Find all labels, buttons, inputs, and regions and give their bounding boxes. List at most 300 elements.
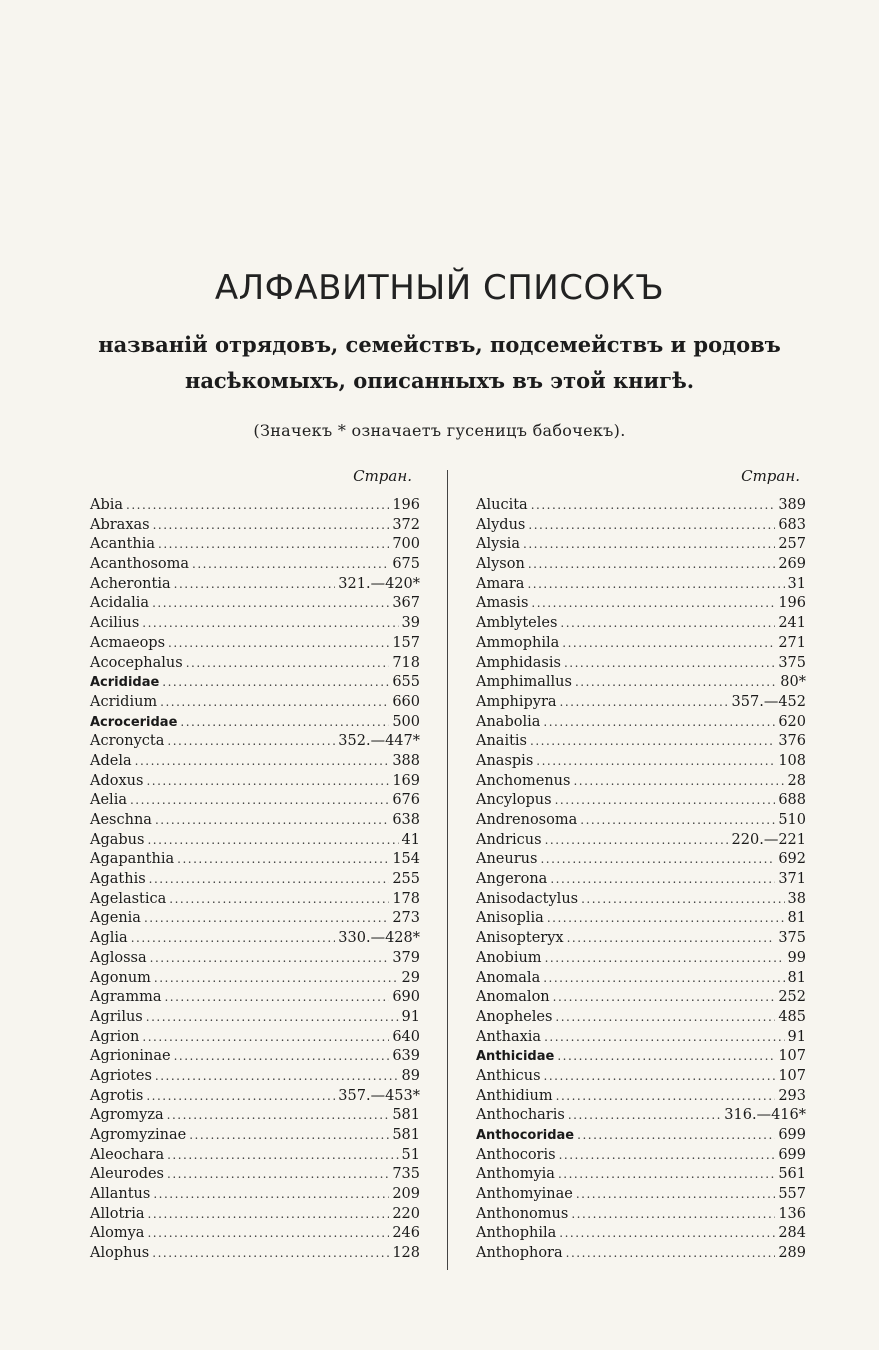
- dot-leader: [562, 634, 775, 654]
- entry-page: 81: [787, 969, 806, 986]
- entry-name: Anaspis: [476, 752, 534, 769]
- index-entry: [90, 496, 420, 516]
- index-entry: [90, 870, 420, 890]
- entry-page: 196: [778, 595, 806, 612]
- entry-name: Alomya: [90, 1225, 145, 1242]
- dot-leader: [528, 555, 776, 575]
- index-entry: [90, 1224, 420, 1244]
- entry-page: 692: [778, 851, 806, 868]
- index-entry: [476, 772, 806, 792]
- entry-name: Ancylopus: [476, 792, 552, 809]
- entry-page: 289: [778, 1245, 806, 1262]
- entry-name: Alophus: [90, 1245, 150, 1262]
- entry-page: 375: [778, 930, 806, 947]
- entry-page: 178: [392, 890, 420, 907]
- entry-name: Aneurus: [476, 851, 538, 868]
- entry-page: 257: [778, 536, 806, 553]
- dot-leader: [571, 1205, 775, 1225]
- entry-name: Anthocharis: [476, 1107, 565, 1124]
- entry-page: 690: [392, 989, 420, 1006]
- dot-leader: [545, 831, 729, 851]
- entry-name: Andricus: [476, 831, 542, 848]
- entry-page: 28: [787, 772, 806, 789]
- dot-leader: [543, 713, 775, 733]
- index-entry: [476, 752, 806, 772]
- index-column-left: [90, 464, 420, 1264]
- index-entry: [476, 575, 806, 595]
- index-entry: [476, 949, 806, 969]
- entry-page: 688: [778, 792, 806, 809]
- dot-leader: [536, 752, 775, 772]
- entry-page: 676: [392, 792, 420, 809]
- entry-name: Anthicus: [476, 1067, 541, 1084]
- entry-page: 561: [778, 1166, 806, 1183]
- entry-page: 388: [392, 752, 420, 769]
- entry-name: Andrenosoma: [476, 812, 578, 828]
- entry-name: Acidalia: [90, 595, 150, 612]
- dot-leader: [559, 1146, 776, 1166]
- index-entry: [90, 516, 420, 536]
- entry-page: 91: [787, 1028, 806, 1045]
- index-entry: [476, 1165, 806, 1185]
- index-entry: [476, 654, 806, 674]
- entry-page: 321.—420*: [338, 575, 420, 592]
- index-entry: [476, 870, 806, 890]
- index-entry: [90, 1126, 420, 1146]
- entry-name: Anthocoridae: [476, 1128, 575, 1143]
- entry-name: Ammophila: [476, 634, 560, 651]
- entry-name: Agrilus: [90, 1008, 143, 1025]
- index-entry: [476, 1106, 806, 1126]
- entry-page: 269: [778, 556, 806, 573]
- index-entry: [90, 555, 420, 575]
- column-divider: [447, 470, 448, 1270]
- entry-name: Acronycta: [90, 733, 165, 750]
- dot-leader: [568, 1106, 721, 1126]
- entry-page: 660: [392, 693, 420, 710]
- dot-leader: [160, 693, 389, 713]
- entry-name: Aglia: [90, 930, 128, 947]
- entry-page: 41: [401, 831, 420, 848]
- dot-leader: [575, 673, 777, 693]
- entry-name: Allantus: [90, 1186, 151, 1203]
- entry-page: 108: [778, 752, 806, 769]
- index-entry: [476, 909, 806, 929]
- entry-name: Anthophora: [476, 1245, 563, 1262]
- entry-page: 51: [401, 1146, 420, 1163]
- dot-leader: [152, 1244, 389, 1264]
- index-column-right: [476, 464, 806, 1264]
- index-entry: [90, 614, 420, 634]
- entry-name: Anisodactylus: [476, 890, 579, 907]
- entry-name: Alyson: [476, 556, 525, 573]
- index-entry: [90, 949, 420, 969]
- entry-page: 91: [401, 1008, 420, 1025]
- index-entry: [90, 732, 420, 752]
- index-entry: [476, 1126, 806, 1146]
- entry-page: 683: [778, 516, 806, 533]
- entry-name: Anopheles: [476, 1008, 553, 1025]
- entry-name: Anthocoris: [476, 1146, 556, 1163]
- entry-page: 81: [787, 910, 806, 927]
- entry-name: Agathis: [90, 871, 146, 888]
- dot-leader: [142, 1028, 389, 1048]
- entry-page: 246: [392, 1225, 420, 1242]
- index-entry: [476, 929, 806, 949]
- index-entry: [90, 713, 420, 733]
- entry-name: Adela: [90, 752, 132, 769]
- entry-page: 718: [392, 654, 420, 671]
- dot-leader: [544, 1067, 776, 1087]
- index-entry: [476, 1205, 806, 1225]
- entry-name: Aeschna: [90, 812, 152, 828]
- index-entry: [476, 791, 806, 811]
- dot-leader: [167, 1165, 389, 1185]
- dot-leader: [550, 870, 775, 890]
- dot-leader: [142, 614, 398, 634]
- index-entry: [90, 1087, 420, 1107]
- entry-name: Anomalon: [476, 989, 550, 1006]
- dot-leader: [130, 791, 389, 811]
- dot-leader: [155, 1067, 399, 1087]
- entry-name: Anthaxia: [476, 1028, 542, 1045]
- entry-page: 31: [787, 575, 806, 592]
- dot-leader: [131, 929, 336, 949]
- dot-leader: [567, 929, 776, 949]
- index-entry: [476, 713, 806, 733]
- entry-page: 241: [778, 615, 806, 632]
- dot-leader: [545, 949, 785, 969]
- dot-leader: [556, 1087, 776, 1107]
- dot-leader: [581, 890, 784, 910]
- dot-leader: [180, 713, 389, 733]
- entry-name: Aelia: [90, 792, 127, 809]
- index-entry: [90, 1146, 420, 1166]
- entry-name: Agabus: [90, 831, 145, 848]
- entry-name: Anthophila: [476, 1225, 557, 1242]
- entry-name: Allotria: [90, 1205, 145, 1222]
- index-entry: [90, 1165, 420, 1185]
- dot-leader: [560, 693, 729, 713]
- index-entry: [476, 1185, 806, 1205]
- dot-leader: [155, 811, 389, 831]
- entry-page: 389: [778, 497, 806, 513]
- entry-page: 510: [778, 812, 806, 828]
- dot-leader: [177, 850, 389, 870]
- dot-leader: [158, 535, 389, 555]
- dot-leader: [530, 732, 775, 752]
- dot-leader: [149, 870, 390, 890]
- dot-leader: [167, 732, 335, 752]
- index-entry: [476, 969, 806, 989]
- dot-leader: [162, 673, 389, 693]
- entry-page: 128: [392, 1245, 420, 1262]
- index-entry: [90, 1185, 420, 1205]
- entry-name: Acanthia: [90, 536, 156, 553]
- dot-leader: [169, 890, 389, 910]
- dot-leader: [154, 969, 399, 989]
- index-entry: [90, 1008, 420, 1028]
- entry-name: Anomala: [476, 969, 541, 986]
- entry-name: Anaitis: [476, 733, 527, 750]
- index-entry: [476, 988, 806, 1008]
- dot-leader: [553, 988, 776, 1008]
- dot-leader: [531, 496, 776, 516]
- entry-page: 699: [778, 1146, 806, 1163]
- dot-leader: [146, 1008, 399, 1028]
- index-entry: [476, 1224, 806, 1244]
- dot-leader: [167, 1106, 390, 1126]
- dot-leader: [547, 909, 785, 929]
- entry-page: 80*: [780, 674, 806, 691]
- index-entry: [90, 791, 420, 811]
- index-entry: [476, 1008, 806, 1028]
- entry-name: Agromyzinae: [90, 1127, 187, 1143]
- index-entry: [476, 1146, 806, 1166]
- entry-name: Agonum: [90, 969, 151, 986]
- entry-page: 639: [392, 1048, 420, 1065]
- entry-name: Abia: [90, 497, 124, 513]
- entry-name: Anchomenus: [476, 772, 571, 789]
- entry-page: 154: [392, 851, 420, 868]
- entry-name: Amphipyra: [476, 693, 557, 710]
- dot-leader: [153, 1185, 389, 1205]
- dot-leader: [555, 1008, 775, 1028]
- entry-page: 273: [392, 910, 420, 927]
- entry-page: 107: [778, 1067, 806, 1084]
- entry-name: Acmaeops: [90, 634, 166, 651]
- dot-leader: [174, 1047, 390, 1067]
- entry-page: 581: [392, 1127, 420, 1143]
- index-entry: [90, 772, 420, 792]
- index-entry: [90, 831, 420, 851]
- entry-page: 357.—452: [731, 693, 806, 710]
- entry-page: 169: [392, 772, 420, 789]
- entry-page: 379: [392, 949, 420, 966]
- entry-name: Adoxus: [90, 772, 144, 789]
- entry-page: 220.—221: [731, 831, 806, 848]
- entry-page: 209: [392, 1186, 420, 1203]
- dot-leader: [153, 516, 390, 536]
- dot-leader: [147, 831, 398, 851]
- entry-name: Acherontia: [90, 575, 171, 592]
- dot-leader: [186, 654, 390, 674]
- entry-page: 352.—447*: [338, 733, 420, 750]
- entry-name: Agelastica: [90, 890, 167, 907]
- entry-page: 581: [392, 1107, 420, 1124]
- index-entry: [90, 654, 420, 674]
- index-entry: [90, 811, 420, 831]
- dot-leader: [577, 1126, 775, 1146]
- index-entry: [476, 634, 806, 654]
- entry-name: Acrididae: [90, 675, 160, 691]
- index-entry: [90, 575, 420, 595]
- dot-leader: [146, 1087, 335, 1107]
- entry-name: Acroceridae: [90, 714, 178, 730]
- dot-leader: [135, 752, 390, 772]
- page-column-header: Стран.: [353, 467, 412, 485]
- entry-page: 220: [392, 1205, 420, 1222]
- asterisk-note: (Значекъ * означаетъ гусеницъ бабочекъ).: [253, 421, 626, 440]
- dot-leader: [148, 1205, 390, 1225]
- index-entry: [90, 890, 420, 910]
- entry-name: Agriotes: [90, 1067, 152, 1084]
- index-list-left: [90, 496, 420, 1264]
- entry-page: 357.—453*: [338, 1087, 420, 1104]
- entry-name: Amphidasis: [476, 654, 561, 671]
- index-entry: [90, 1028, 420, 1048]
- index-entry: [476, 594, 806, 614]
- entry-page: 500: [392, 713, 420, 730]
- entry-page: 375: [778, 654, 806, 671]
- entry-page: 699: [778, 1127, 806, 1143]
- index-list-right: [476, 496, 806, 1264]
- dot-leader: [174, 575, 336, 595]
- index-entry: [90, 1047, 420, 1067]
- entry-name: Agapanthia: [90, 851, 175, 868]
- index-entry: [476, 535, 806, 555]
- entry-page: 735: [392, 1166, 420, 1183]
- dot-leader: [573, 772, 784, 792]
- page-column-header: Стран.: [741, 467, 800, 485]
- dot-leader: [523, 535, 775, 555]
- index-entry: [476, 496, 806, 516]
- dot-leader: [192, 555, 389, 575]
- page-title: АЛФАВИТНЫЙ СПИСОКЪ: [214, 268, 665, 308]
- entry-name: Anthomyinae: [476, 1186, 573, 1203]
- dot-leader: [544, 1028, 784, 1048]
- index-entry: [476, 1047, 806, 1067]
- entry-name: Angerona: [476, 871, 548, 888]
- entry-page: 640: [392, 1028, 420, 1045]
- entry-name: Acilius: [90, 615, 140, 632]
- entry-name: Alysia: [476, 536, 521, 553]
- entry-name: Agramma: [90, 989, 162, 1006]
- index-entry: [90, 1205, 420, 1225]
- dot-leader: [558, 1165, 775, 1185]
- entry-page: 485: [778, 1008, 806, 1025]
- entry-name: Amblyteles: [476, 615, 558, 632]
- entry-page: 29: [401, 969, 420, 986]
- index-entry: [476, 831, 806, 851]
- entry-name: Alydus: [476, 516, 526, 533]
- subtitle-line-1: названій отрядовъ, семействъ, подсемействъ и родовъ: [98, 332, 781, 357]
- index-entry: [90, 988, 420, 1008]
- entry-page: 89: [401, 1067, 420, 1084]
- index-entry: [476, 555, 806, 575]
- entry-page: 271: [778, 634, 806, 651]
- index-entry: [90, 929, 420, 949]
- entry-name: Anthomyia: [476, 1166, 555, 1183]
- dot-leader: [150, 949, 390, 969]
- entry-name: Aleochara: [90, 1146, 165, 1163]
- dot-leader: [540, 850, 775, 870]
- index-entry: [476, 1067, 806, 1087]
- entry-page: 655: [392, 674, 420, 691]
- dot-leader: [527, 575, 784, 595]
- index-entry: [90, 969, 420, 989]
- entry-name: Alucita: [476, 497, 528, 513]
- dot-leader: [531, 594, 775, 614]
- entry-page: 252: [778, 989, 806, 1006]
- entry-page: 376: [778, 733, 806, 750]
- index-entry: [476, 890, 806, 910]
- entry-page: 157: [392, 634, 420, 651]
- subtitle-line-2: насѣкомыхъ, описанныхъ въ этой книгѣ.: [184, 368, 695, 393]
- dot-leader: [559, 1224, 775, 1244]
- dot-leader: [146, 772, 389, 792]
- entry-page: 196: [392, 497, 420, 513]
- index-entry: [476, 811, 806, 831]
- dot-leader: [168, 634, 389, 654]
- entry-page: 367: [392, 595, 420, 612]
- index-entry: [476, 850, 806, 870]
- dot-leader: [164, 988, 389, 1008]
- entry-name: Agromyza: [90, 1107, 164, 1124]
- entry-page: 372: [392, 516, 420, 533]
- dot-leader: [564, 654, 775, 674]
- index-entry: [90, 673, 420, 693]
- entry-name: Anthicidae: [476, 1049, 555, 1065]
- index-entry: [90, 752, 420, 772]
- entry-page: 371: [778, 871, 806, 888]
- entry-name: Anisopteryx: [476, 930, 564, 947]
- index-entry: [90, 634, 420, 654]
- dot-leader: [147, 1224, 389, 1244]
- index-entry: [476, 732, 806, 752]
- entry-name: Acridium: [90, 693, 158, 710]
- entry-name: Amphimallus: [476, 674, 572, 691]
- index-entry: [476, 1087, 806, 1107]
- index-entry: [476, 614, 806, 634]
- entry-page: 107: [778, 1048, 806, 1065]
- entry-page: 557: [778, 1186, 806, 1203]
- entry-name: Agrotis: [90, 1087, 144, 1104]
- index-entry: [476, 673, 806, 693]
- entry-name: Aglossa: [90, 949, 147, 966]
- entry-name: Agenia: [90, 910, 141, 927]
- dot-leader: [126, 496, 389, 516]
- dot-leader: [580, 811, 775, 831]
- entry-page: 316.—416*: [724, 1107, 806, 1124]
- entry-name: Anthidium: [476, 1087, 553, 1104]
- entry-page: 136: [778, 1205, 806, 1222]
- index-entry: [90, 1106, 420, 1126]
- dot-leader: [144, 909, 389, 929]
- entry-page: 330.—428*: [338, 930, 420, 947]
- entry-page: 284: [778, 1225, 806, 1242]
- index-entry: [90, 1244, 420, 1264]
- entry-page: 255: [392, 871, 420, 888]
- index-entry: [476, 516, 806, 536]
- dot-leader: [528, 516, 775, 536]
- entry-name: Anthonomus: [476, 1205, 569, 1222]
- index-entry: [90, 909, 420, 929]
- entry-page: 638: [392, 812, 420, 828]
- dot-leader: [557, 1047, 775, 1067]
- dot-leader: [576, 1185, 775, 1205]
- entry-name: Anabolia: [476, 713, 541, 730]
- entry-name: Amasis: [476, 595, 529, 612]
- entry-name: Anobium: [476, 949, 542, 966]
- entry-page: 39: [401, 615, 420, 632]
- index-entry: [90, 594, 420, 614]
- dot-leader: [152, 594, 389, 614]
- dot-leader: [555, 791, 776, 811]
- entry-name: Anisoplia: [476, 910, 544, 927]
- entry-page: 99: [787, 949, 806, 966]
- entry-page: 700: [392, 536, 420, 553]
